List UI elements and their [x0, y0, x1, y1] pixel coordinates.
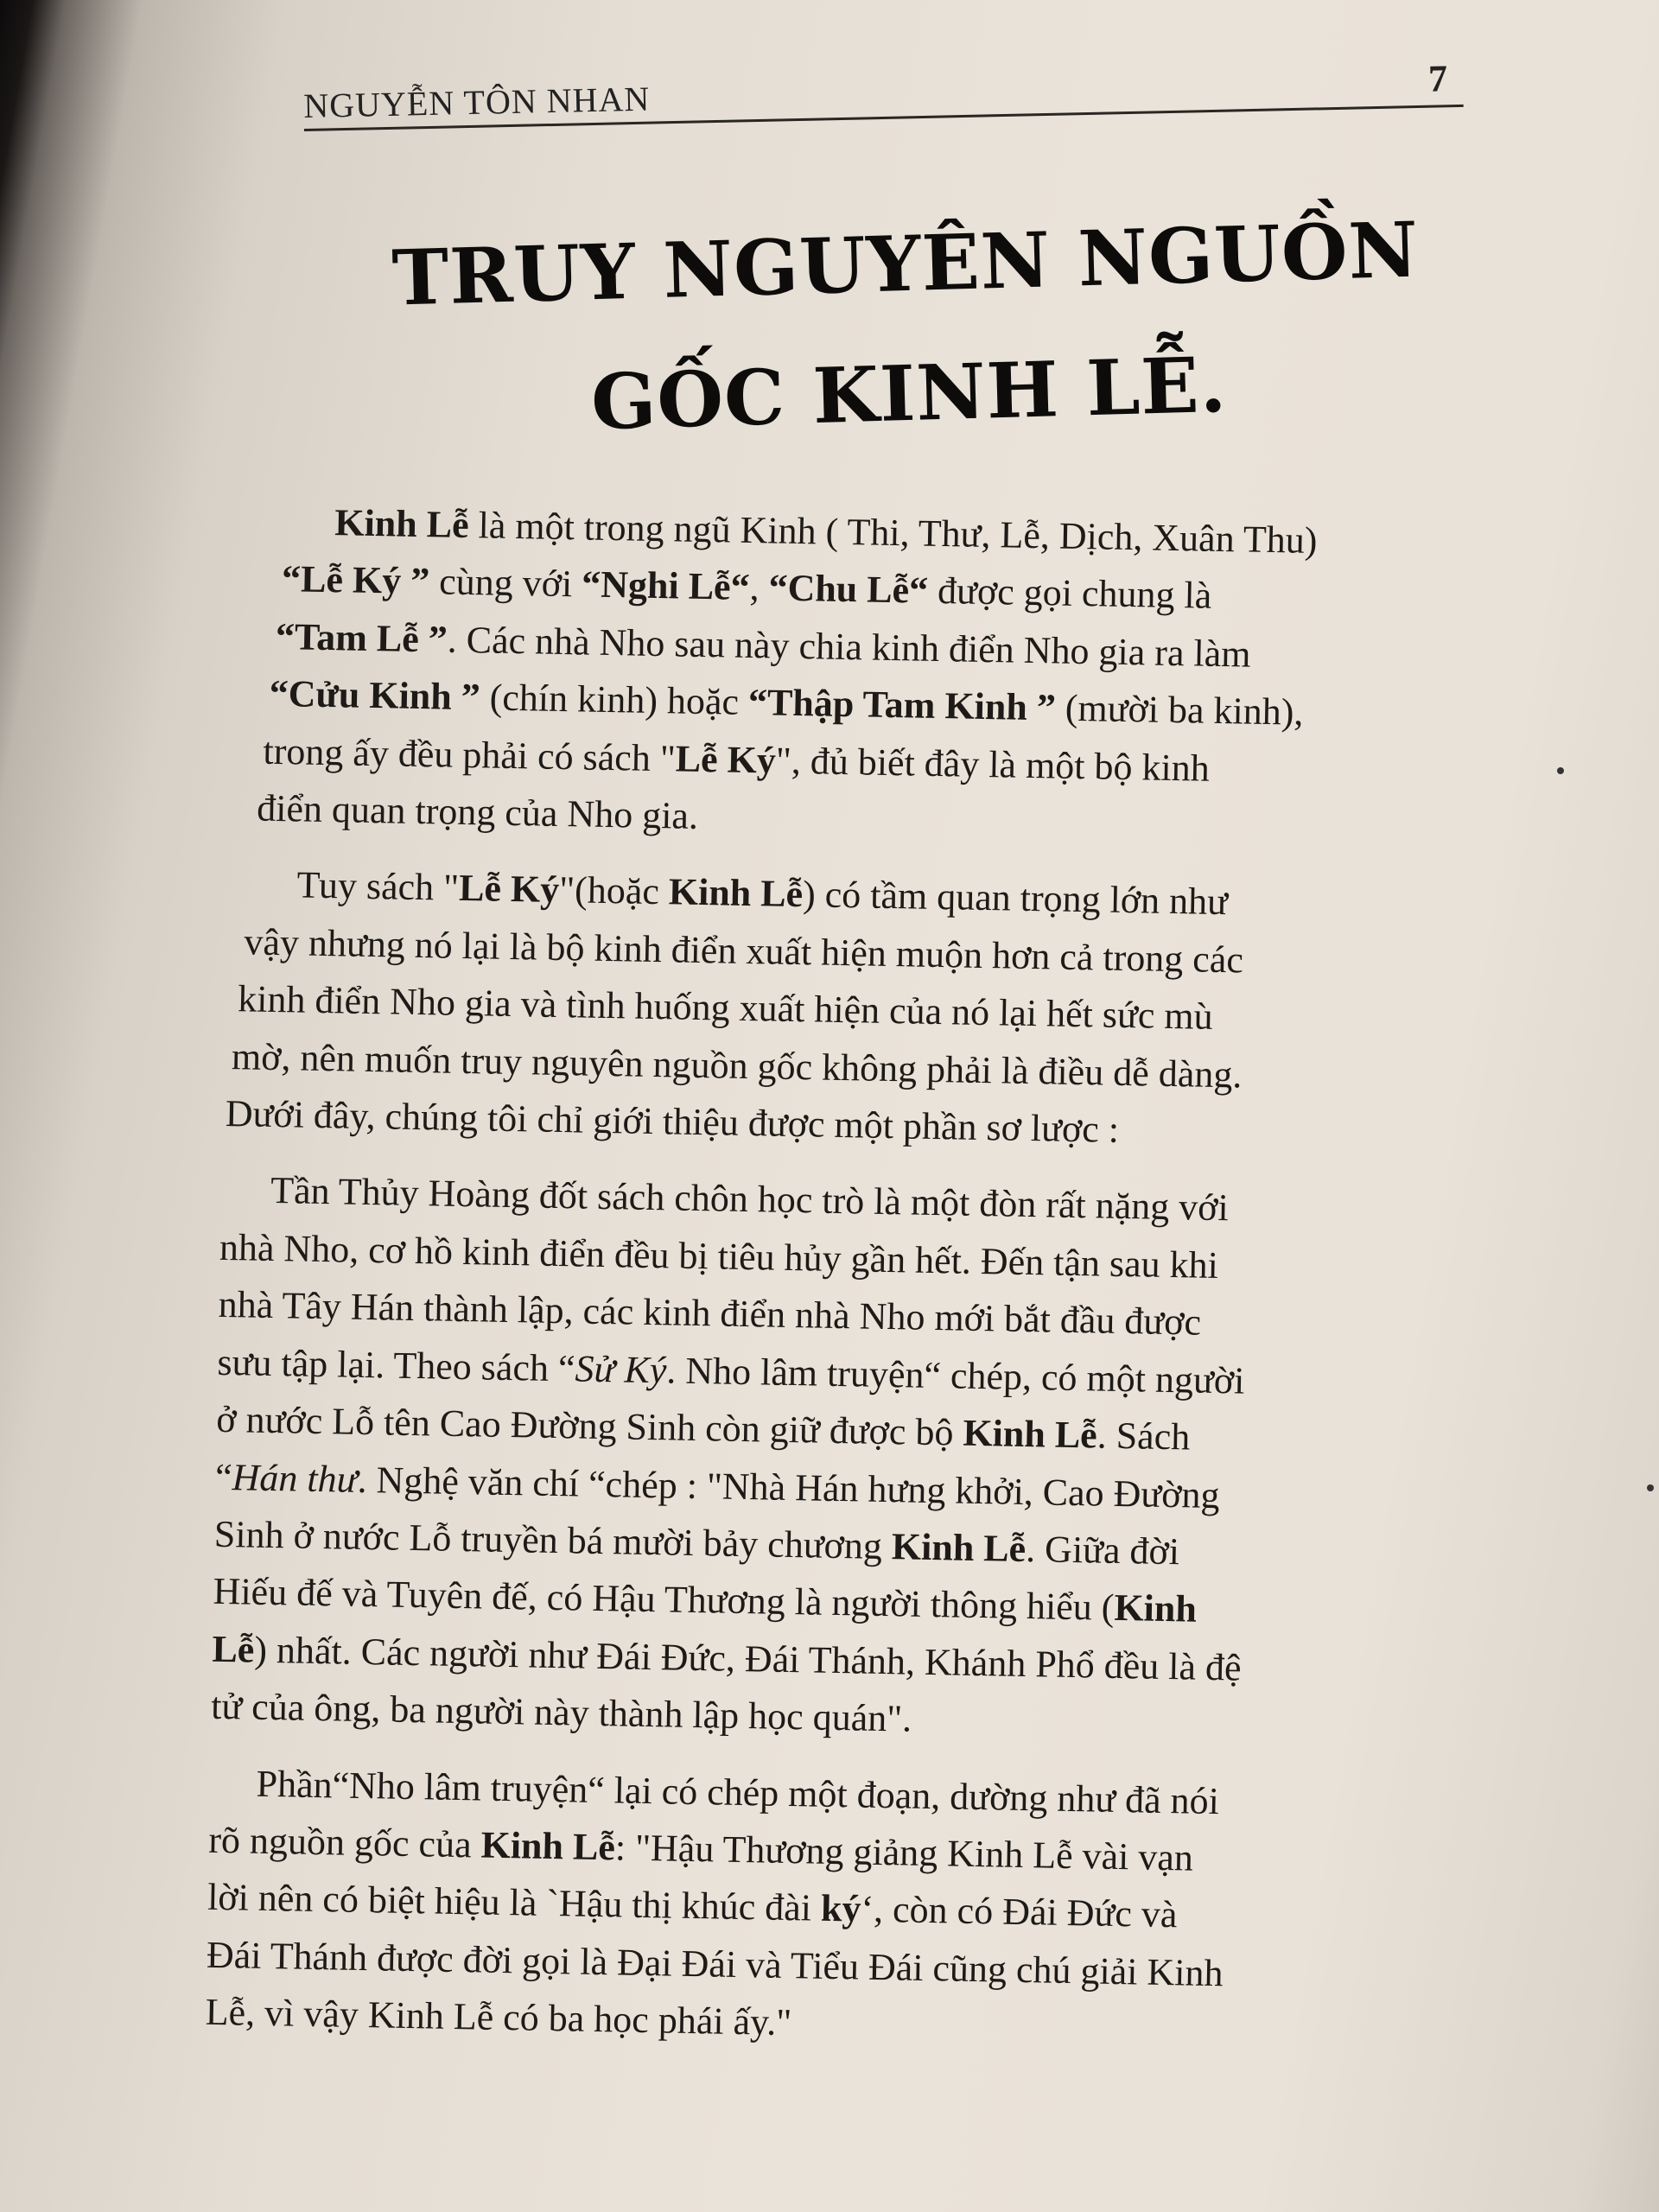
bold-term: Lễ Ký — [458, 867, 560, 912]
running-head — [302, 28, 1464, 131]
page-number: 7 — [1427, 57, 1448, 100]
bold-term: Kinh Lễ — [668, 870, 804, 916]
text-run: là một trong ngũ Kinh ( Thi, Thư, Lễ, Dịch, Xuân Thu) — [468, 504, 1318, 562]
text-run: . Nho lâm truyện“ chép, có một người — [665, 1349, 1245, 1402]
body-text — [205, 493, 1581, 2066]
text-run: . Giữa đời — [1025, 1527, 1180, 1573]
text-run: trong ấy đều phải có sách " — [263, 729, 677, 780]
ink-speck — [1557, 767, 1564, 774]
text-line: Lễ, vì vậy Kinh Lễ có ba học phái ấy." — [205, 1990, 792, 2044]
text-run: . Sách — [1096, 1414, 1191, 1459]
bold-term: Kinh Lễ — [480, 1823, 616, 1869]
italic-title: Sử Ký — [575, 1347, 667, 1392]
italic-title: Hán thư — [232, 1455, 359, 1501]
bold-term: “Nghi Lễ“ — [581, 563, 751, 609]
bold-term: Lễ Ký — [675, 737, 777, 782]
author-name: NGUYỄN TÔN NHAN — [302, 79, 651, 126]
bold-term: Lễ — [212, 1627, 255, 1671]
text-run: (mười ba kinh), — [1055, 686, 1304, 734]
bold-term: “Tam Lễ ” — [275, 614, 448, 661]
text-run: , — [749, 566, 770, 609]
bold-term: Kinh — [1114, 1586, 1198, 1630]
text-line: Dưới đây, chúng tôi chỉ giới thiệu được một phần sơ lược : — [225, 1092, 1120, 1151]
bold-term: “Chu Lễ“ — [768, 566, 929, 613]
text-line: vậy nhưng nó lại là bộ kinh điển xuất hiện muộn hơn cả trong các — [244, 920, 1244, 982]
bold-term: “Lễ Ký ” — [281, 557, 430, 603]
text-line: tử của ông, ba người này thành lập học quán". — [210, 1684, 912, 1740]
chapter-title — [368, 184, 1446, 474]
text-run: Sinh ở nước Lỗ truyền bá mười bảy chương — [213, 1512, 893, 1568]
ink-speck — [1647, 1484, 1654, 1491]
text-run: Tuy sách " — [296, 863, 460, 910]
chapter-title-line-1: TRUY NGUYÊN NGUỒN — [391, 204, 1421, 323]
bold-term: Kinh Lễ — [334, 501, 470, 546]
text-line: điển quan trọng của Nho gia. — [256, 786, 699, 837]
text-line: nhà Nho, cơ hồ kinh điển đều bị tiêu hủy gần hết. Đến tận sau khi — [219, 1225, 1219, 1287]
text-run: . Nghệ văn chí “chép : "Nhà Hán hưng khởi, Cao Đường — [357, 1458, 1220, 1516]
paragraph-2 — [221, 855, 1574, 1167]
text-line: nhà Tây Hán thành lập, các kinh điển nhà Nho mới bắt đầu được — [218, 1283, 1202, 1344]
text-run: : "Hậu Thương giảng Kinh Lễ vài vạn — [614, 1826, 1194, 1879]
text-run: lời nên có biệt hiệu là `Hậu thị khúc đài — [207, 1876, 822, 1930]
bold-term: ký — [820, 1887, 861, 1930]
paragraph-4 — [205, 1754, 1558, 2066]
bold-term: “Cửu Kinh ” — [269, 672, 481, 719]
text-line: mờ, nên muốn truy nguyên nguồn gốc không phải là điều dễ dàng. — [231, 1034, 1243, 1096]
text-run: (chín kinh) hoặc — [480, 676, 749, 724]
text-run: ‘, còn có Đái Đức và — [861, 1887, 1178, 1936]
text-line: kinh điển Nho gia và tình huống xuất hiện của nó lại hết sức mù — [237, 977, 1214, 1039]
paragraph-1 — [227, 493, 1581, 861]
text-run: sưu tập lại. Theo sách “ — [217, 1340, 575, 1390]
text-run: cùng với — [429, 560, 582, 606]
text-run: ở nước Lỗ tên Cao Đường Sinh còn giữ được bộ — [215, 1397, 963, 1454]
bold-term: Kinh Lễ — [891, 1525, 1027, 1570]
text-run: Hiếu đế và Tuyên đế, có Hậu Thương là người thông hiểu ( — [213, 1570, 1115, 1630]
text-run: được gọi chung là — [927, 569, 1212, 618]
text-run: ) nhất. Các người như Đái Đức, Đái Thánh, Khánh Phổ đều là đệ — [253, 1628, 1243, 1689]
text-line: Tần Thủy Hoàng đốt sách chôn học trò là một đòn rất nặng với — [270, 1169, 1230, 1230]
bold-term: Kinh Lễ — [963, 1411, 1098, 1457]
text-run: “ — [214, 1455, 233, 1498]
chapter-title-line-2: GỐC KINH LỄ. — [589, 339, 1229, 448]
text-run: ", đủ biết đây là một bộ kinh — [775, 739, 1211, 790]
text-run: ) có tầm quan trọng lớn như — [802, 873, 1229, 924]
text-line: Đái Thánh được đời gọi là Đại Đái và Tiểu Đái cũng chú giải Kinh — [206, 1933, 1224, 1995]
paragraph-3 — [211, 1161, 1569, 1760]
text-run: . Các nhà Nho sau này chia kinh điển Nho gia ra làm — [447, 618, 1251, 676]
bold-term: “Thập Tam Kinh ” — [747, 681, 1057, 729]
text-run: "(hoặc — [558, 868, 670, 913]
text-run: rõ nguồn gốc của — [207, 1818, 482, 1866]
text-line: Phần“Nho lâm truyện“ lại có chép một đoạn, dường như đã nói — [256, 1762, 1220, 1822]
